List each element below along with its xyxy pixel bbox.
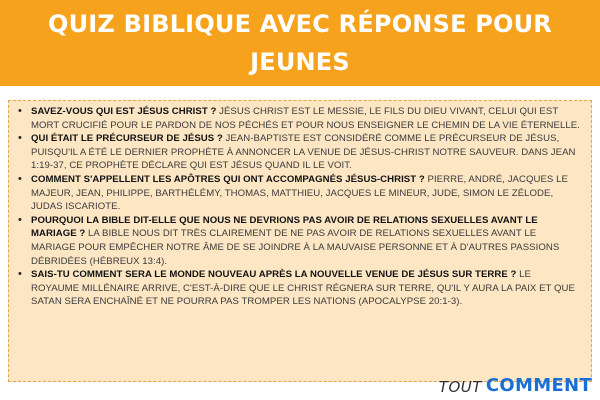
answer-text: PIERRE, ANDRÉ, JACQUES LE MAJEUR, JEAN, PHILIPPE, BARTHÉLÉMY, THOMAS, MATTHIEU, JACQUES LE MINEUR, JUDE, SIMON LE ZÉLODE, JUDAS ISCARIOTE. — [31, 173, 568, 213]
brand-logo-part2: COMMENT — [485, 375, 592, 396]
list-item — [17, 132, 581, 173]
answer-text: JEAN-BAPTISTE EST CONSIDÉRÉ COMME LE PRÉCURSEUR DE JÉSUS, PUISQU'IL A ÉTÉ LE DERNIER PROPHÈTE À ANNONCER LA VENUE DE JÉSUS-CHRIST NOTRE SAUVEUR. DANS JEAN 1:19-37, CE PROPHÈTE DÉCLARE QUI EST JÉSUS QUAND IL LE VOIT. — [31, 133, 576, 172]
question-text: QUI ÉTAIT LE PRÉCURSEUR DE JÉSUS ? — [31, 133, 223, 145]
answer-text: LA BIBLE NOUS DIT TRÈS CLAIREMENT DE NE PAS AVOIR DE RELATIONS SEXUELLES AVANT LE MARIAGE POUR EMPÊCHER NOTRE ÂME DE SE JOINDRE À LA MAUVAISE PERSONNE ET À D'AUTRES PASSIONS DÉBRIDÉES (HÉBREUX 13:4). — [31, 228, 560, 267]
answer-text: JÉSUS CHRIST EST LE MESSIE, LE FILS DU DIEU VIVANT, CELUI QUI EST MORT CRUCIFIÉ POUR LE PARDON DE NOS PÉCHÉS ET POUR NOUS ENSEIGNER LE CHEMIN DE LA VIE ÉTERNELLE. — [31, 106, 580, 131]
question-text: POURQUOI LA BIBLE DIT-ELLE QUE NOUS NE DEVRIONS PAS AVOIR DE RELATIONS SEXUELLES AVANT LE MARIAGE ? — [31, 214, 538, 240]
title-banner — [0, 0, 600, 86]
quiz-list — [17, 105, 581, 309]
list-item — [17, 214, 581, 268]
brand-logo — [439, 374, 592, 396]
page-title: QUIZ BIBLIQUE AVEC RÉPONSE POUR JEUNES — [48, 10, 552, 76]
question-text: SAIS-TU COMMENT SERA LE MONDE NOUVEAU APRÈS LA NOUVELLE VENUE DE JÉSUS SUR TERRE ? — [31, 269, 517, 281]
list-item — [17, 173, 581, 214]
list-item — [17, 268, 581, 309]
answer-text: LE ROYAUME MILLÉNAIRE ARRIVE, C'EST-À-DIRE QUE LE CHRIST RÉGNERA SUR TERRE, QU'IL Y AURA LA PAIX ET QUE SATAN SERA ENCHAÎNÉ ET NE POURRA PAS TROMPER LES NATIONS (APOCALYPSE 20:1-3). — [31, 269, 575, 308]
brand-logo-part1: TOUT — [438, 378, 482, 396]
list-item — [17, 105, 581, 132]
question-text: COMMENT S'APPELLENT LES APÔTRES QUI ONT ACCOMPAGNÉS JÉSUS-CHRIST ? — [31, 173, 425, 185]
quiz-card — [8, 100, 592, 382]
question-text: SAVEZ-VOUS QUI EST JÉSUS CHRIST ? — [31, 106, 217, 117]
